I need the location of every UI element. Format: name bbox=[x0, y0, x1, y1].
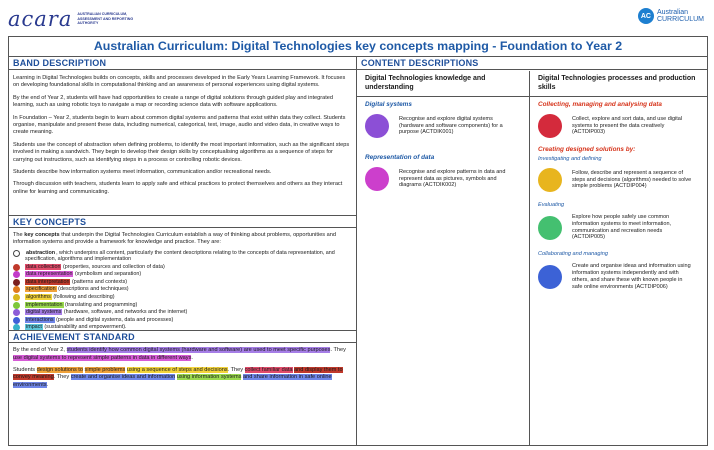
content-category: Representation of data bbox=[365, 154, 435, 161]
ac-logo-text bbox=[657, 9, 704, 24]
achievement-standard-paragraph-1 bbox=[13, 347, 352, 363]
key-concept-item bbox=[13, 264, 352, 271]
achievement-text-run: . bbox=[46, 382, 49, 389]
key-concept-text bbox=[25, 279, 127, 286]
content-description-text: Recognise and explore patterns in data and represent data as pictures, symbols and diagrams (ACTDIK002) bbox=[399, 168, 506, 189]
ac-logo-icon: AC bbox=[638, 8, 654, 24]
key-concept-term: data representation bbox=[26, 271, 73, 278]
acara-logo-word: acara bbox=[8, 7, 73, 31]
content-descriptions-subheadings bbox=[357, 71, 707, 97]
achievement-text-run: students identify how common digital systems (hardware and software) are used to meet specific purposes bbox=[66, 347, 331, 353]
processes-production-heading: Digital Technologies processes and production skills bbox=[538, 75, 696, 91]
ac-logo-text-line2: CURRICULUM bbox=[656, 16, 704, 23]
key-concept-text bbox=[25, 302, 137, 309]
page-title: Australian Curriculum: Digital Technologies key concepts mapping - Foundation to Year 2 bbox=[9, 37, 707, 57]
knowledge-understanding-heading: Digital Technologies knowledge and understanding bbox=[365, 75, 486, 91]
key-concept-item bbox=[13, 279, 352, 286]
content-category: Creating designed solutions by: bbox=[538, 146, 636, 153]
achievement-text-run: and display them to convey meaning bbox=[13, 366, 343, 381]
concept-color-dot bbox=[13, 279, 20, 286]
key-concept-item bbox=[13, 302, 352, 309]
band-description-paragraph: Learning in Digital Technologies builds on concepts, skills and processes developed in the Early Years Learning Framework. It focuses on developing foundational skills in computational thinking and an awareness of personal experiences using digital systems. bbox=[13, 75, 346, 89]
achievement-standard-paragraph-2 bbox=[13, 367, 352, 390]
content-subcategory: Evaluating bbox=[538, 202, 565, 208]
key-concept-description: (translating and programming) bbox=[63, 301, 138, 308]
key-concept-text bbox=[25, 271, 141, 278]
achievement-text-run: and share information in safe online environments bbox=[13, 374, 332, 389]
concept-color-dot bbox=[538, 168, 562, 192]
key-concepts-intro-post: that underpin the Digital Technologies Curriculum establish a way of thinking about problems, opportunities and information systems and provide a framework for knowledge and practice. They are: bbox=[13, 232, 336, 246]
band-description-body bbox=[9, 75, 356, 196]
key-concepts-heading: KEY CONCEPTS bbox=[9, 215, 356, 228]
key-concept-description: (hardware, software, and networks and the internet) bbox=[62, 309, 188, 316]
key-concept-description: (properties, sources and collection of data) bbox=[61, 263, 165, 270]
key-concept-text bbox=[25, 294, 115, 301]
key-concept-description: (people and digital systems, data and processes) bbox=[54, 316, 174, 323]
achievement-standard-body bbox=[9, 347, 356, 390]
band-description-section bbox=[9, 57, 356, 215]
ac-logo-text-line1: Australian bbox=[656, 8, 689, 16]
key-concept-term: data interpretation bbox=[26, 278, 70, 285]
key-concepts-list bbox=[9, 250, 356, 330]
content-description-item bbox=[538, 214, 703, 241]
content-descriptions-divider bbox=[529, 71, 530, 445]
concept-color-dot bbox=[13, 271, 20, 278]
band-description-paragraph: Students use the concept of abstraction when defining problems, to identify the most important information, such as the significant steps involved in making a sandwich. They begin to develop their design skills by conceptualising algorithms as a sequence of steps for carrying out instructions, such as identifying steps in a process or controlling robotic devices. bbox=[13, 141, 350, 163]
achievement-text-run: create and organise ideas and information bbox=[70, 374, 176, 381]
key-concept-term: algorithms bbox=[26, 293, 51, 300]
key-concepts-intro-pre: The bbox=[13, 232, 25, 238]
key-concept-text bbox=[25, 286, 129, 293]
key-concepts-intro bbox=[9, 232, 356, 247]
key-concept-term: specification bbox=[26, 286, 56, 293]
key-concept-description: (patterns and contexts) bbox=[70, 278, 128, 285]
concept-color-dot bbox=[13, 317, 20, 324]
concept-color-dot bbox=[365, 114, 389, 138]
knowledge-understanding-column bbox=[365, 97, 525, 191]
header-bar bbox=[0, 0, 714, 36]
australian-curriculum-logo bbox=[638, 8, 704, 24]
achievement-text-run: . They bbox=[330, 347, 346, 353]
content-category: Collecting, managing and analysing data bbox=[538, 101, 662, 108]
concept-color-dot bbox=[538, 265, 562, 289]
concept-color-dot bbox=[13, 250, 20, 257]
concept-color-dot bbox=[13, 294, 20, 301]
processes-production-column bbox=[538, 97, 703, 290]
content-description-text: Follow, describe and represent a sequence of steps and decisions (algorithms) needed to solve simple problems (ACTDIP004) bbox=[572, 169, 692, 190]
achievement-standard-heading: ACHIEVEMENT STANDARD bbox=[9, 330, 356, 343]
concept-color-dot bbox=[13, 309, 20, 316]
key-concept-description: , which underpins all content, particularly the content descriptions relating to the concepts of data representation, and specification, algorithms and implementation bbox=[25, 249, 335, 263]
key-concept-term: impact bbox=[26, 324, 42, 330]
achievement-text-run: using a sequence of steps and decisions bbox=[126, 366, 228, 373]
key-concept-term: implementation bbox=[26, 301, 63, 308]
achievement-text-run: simple problems bbox=[84, 366, 126, 373]
concept-color-dot bbox=[13, 324, 20, 330]
band-description-paragraph: By the end of Year 2, students will have had opportunities to create a range of digital solutions through guided play and integrated learning, such as using robotic toys to navigate a map or recording science data with software applications. bbox=[13, 94, 333, 109]
key-concept-item bbox=[13, 271, 352, 278]
key-concept-item bbox=[13, 286, 352, 293]
key-concept-term: data collection bbox=[26, 263, 61, 270]
document-frame bbox=[8, 36, 708, 446]
key-concept-item bbox=[13, 317, 352, 324]
content-description-item bbox=[365, 167, 525, 191]
band-description-paragraph: In Foundation – Year 2, students begin to learn about common digital systems and patterns that exist within data they collect. Students organise, manipulate and present these data, including numerical, categorical, text, image, audio and video data, in creative ways to create meaning. bbox=[13, 114, 346, 136]
achievement-text-run: Students bbox=[13, 366, 37, 373]
key-concept-item bbox=[13, 294, 352, 301]
content-descriptions-heading: CONTENT DESCRIPTIONS bbox=[357, 57, 707, 70]
key-concept-text bbox=[25, 250, 352, 263]
key-concepts-section bbox=[9, 215, 356, 330]
acara-logo-subtitle: AUSTRALIAN CURRICULUM, ASSESSMENT AND REPORTING AUTHORITY bbox=[77, 12, 134, 26]
achievement-standard-section bbox=[9, 330, 356, 390]
concept-color-dot bbox=[538, 114, 562, 138]
designed-solutions-list bbox=[538, 156, 703, 290]
content-category: Digital systems bbox=[365, 101, 412, 108]
key-concepts-intro-bold: key concepts bbox=[24, 232, 60, 238]
achievement-text-run: using information systems bbox=[176, 374, 242, 381]
content-description-item bbox=[538, 168, 703, 192]
key-concept-text bbox=[25, 324, 126, 330]
achievement-text-run: use digital systems to represent simple patterns in data in different ways bbox=[13, 354, 192, 361]
key-concept-text bbox=[25, 317, 173, 324]
key-concept-term: interactions bbox=[26, 316, 54, 323]
achievement-text-run: . bbox=[191, 354, 193, 361]
concept-color-dot bbox=[13, 302, 20, 309]
key-concept-description: (symbolism and separation) bbox=[73, 271, 142, 278]
content-description-item bbox=[538, 263, 703, 290]
key-concept-item bbox=[13, 250, 352, 263]
content-description-text: Recognise and explore digital systems (hardware and software components) for a purpose (ACTDIK001) bbox=[399, 115, 503, 136]
band-description-paragraph: Through discussion with teachers, students learn to apply safe and ethical practices to protect themselves and others as they interact online for learning and communicating. bbox=[13, 181, 343, 195]
achievement-text-run: design solutions to bbox=[36, 366, 83, 373]
achievement-text-run: . They bbox=[53, 374, 71, 381]
content-description-text: Create and organise ideas and information using information systems independently and with others, and share these with known people in safe online environments (ACTDIP006) bbox=[572, 263, 691, 290]
concept-color-dot bbox=[13, 264, 20, 271]
concept-color-dot bbox=[365, 167, 389, 191]
key-concept-term: abstraction bbox=[26, 249, 56, 256]
band-description-heading: BAND DESCRIPTION bbox=[9, 57, 356, 70]
key-concept-description: (descriptions and techniques) bbox=[56, 286, 129, 293]
concept-color-dot bbox=[13, 286, 20, 293]
key-concept-description: (sustainability and empowerment). bbox=[42, 324, 127, 330]
content-subcategory: Collaborating and managing bbox=[538, 251, 608, 258]
key-concept-item bbox=[13, 309, 352, 316]
achievement-text-run: collect familiar data bbox=[244, 366, 293, 373]
content-description-text: Explore how people safely use common information systems to meet information, communication and recreation needs (ACTDIP005) bbox=[572, 214, 672, 241]
achievement-text-run: . They bbox=[227, 366, 245, 373]
acara-logo bbox=[8, 7, 137, 31]
achievement-text-run: By the end of Year 2, bbox=[13, 347, 67, 353]
left-column bbox=[9, 57, 357, 445]
right-column bbox=[357, 57, 707, 445]
concept-color-dot bbox=[538, 216, 562, 240]
key-concept-description: (following and describing) bbox=[51, 293, 115, 300]
content-description-item bbox=[538, 114, 703, 138]
key-concept-term: digital systems bbox=[26, 309, 62, 316]
key-concept-text bbox=[25, 309, 187, 316]
content-description-text: Collect, explore and sort data, and use digital systems to present the data creatively (ACTDIP003) bbox=[572, 115, 683, 136]
content-subcategory: Investigating and defining bbox=[538, 156, 602, 162]
band-description-paragraph: Students describe how information systems meet information, communication and/or recreational needs. bbox=[13, 169, 272, 176]
content-description-item bbox=[365, 114, 525, 138]
key-concept-text bbox=[25, 264, 165, 271]
